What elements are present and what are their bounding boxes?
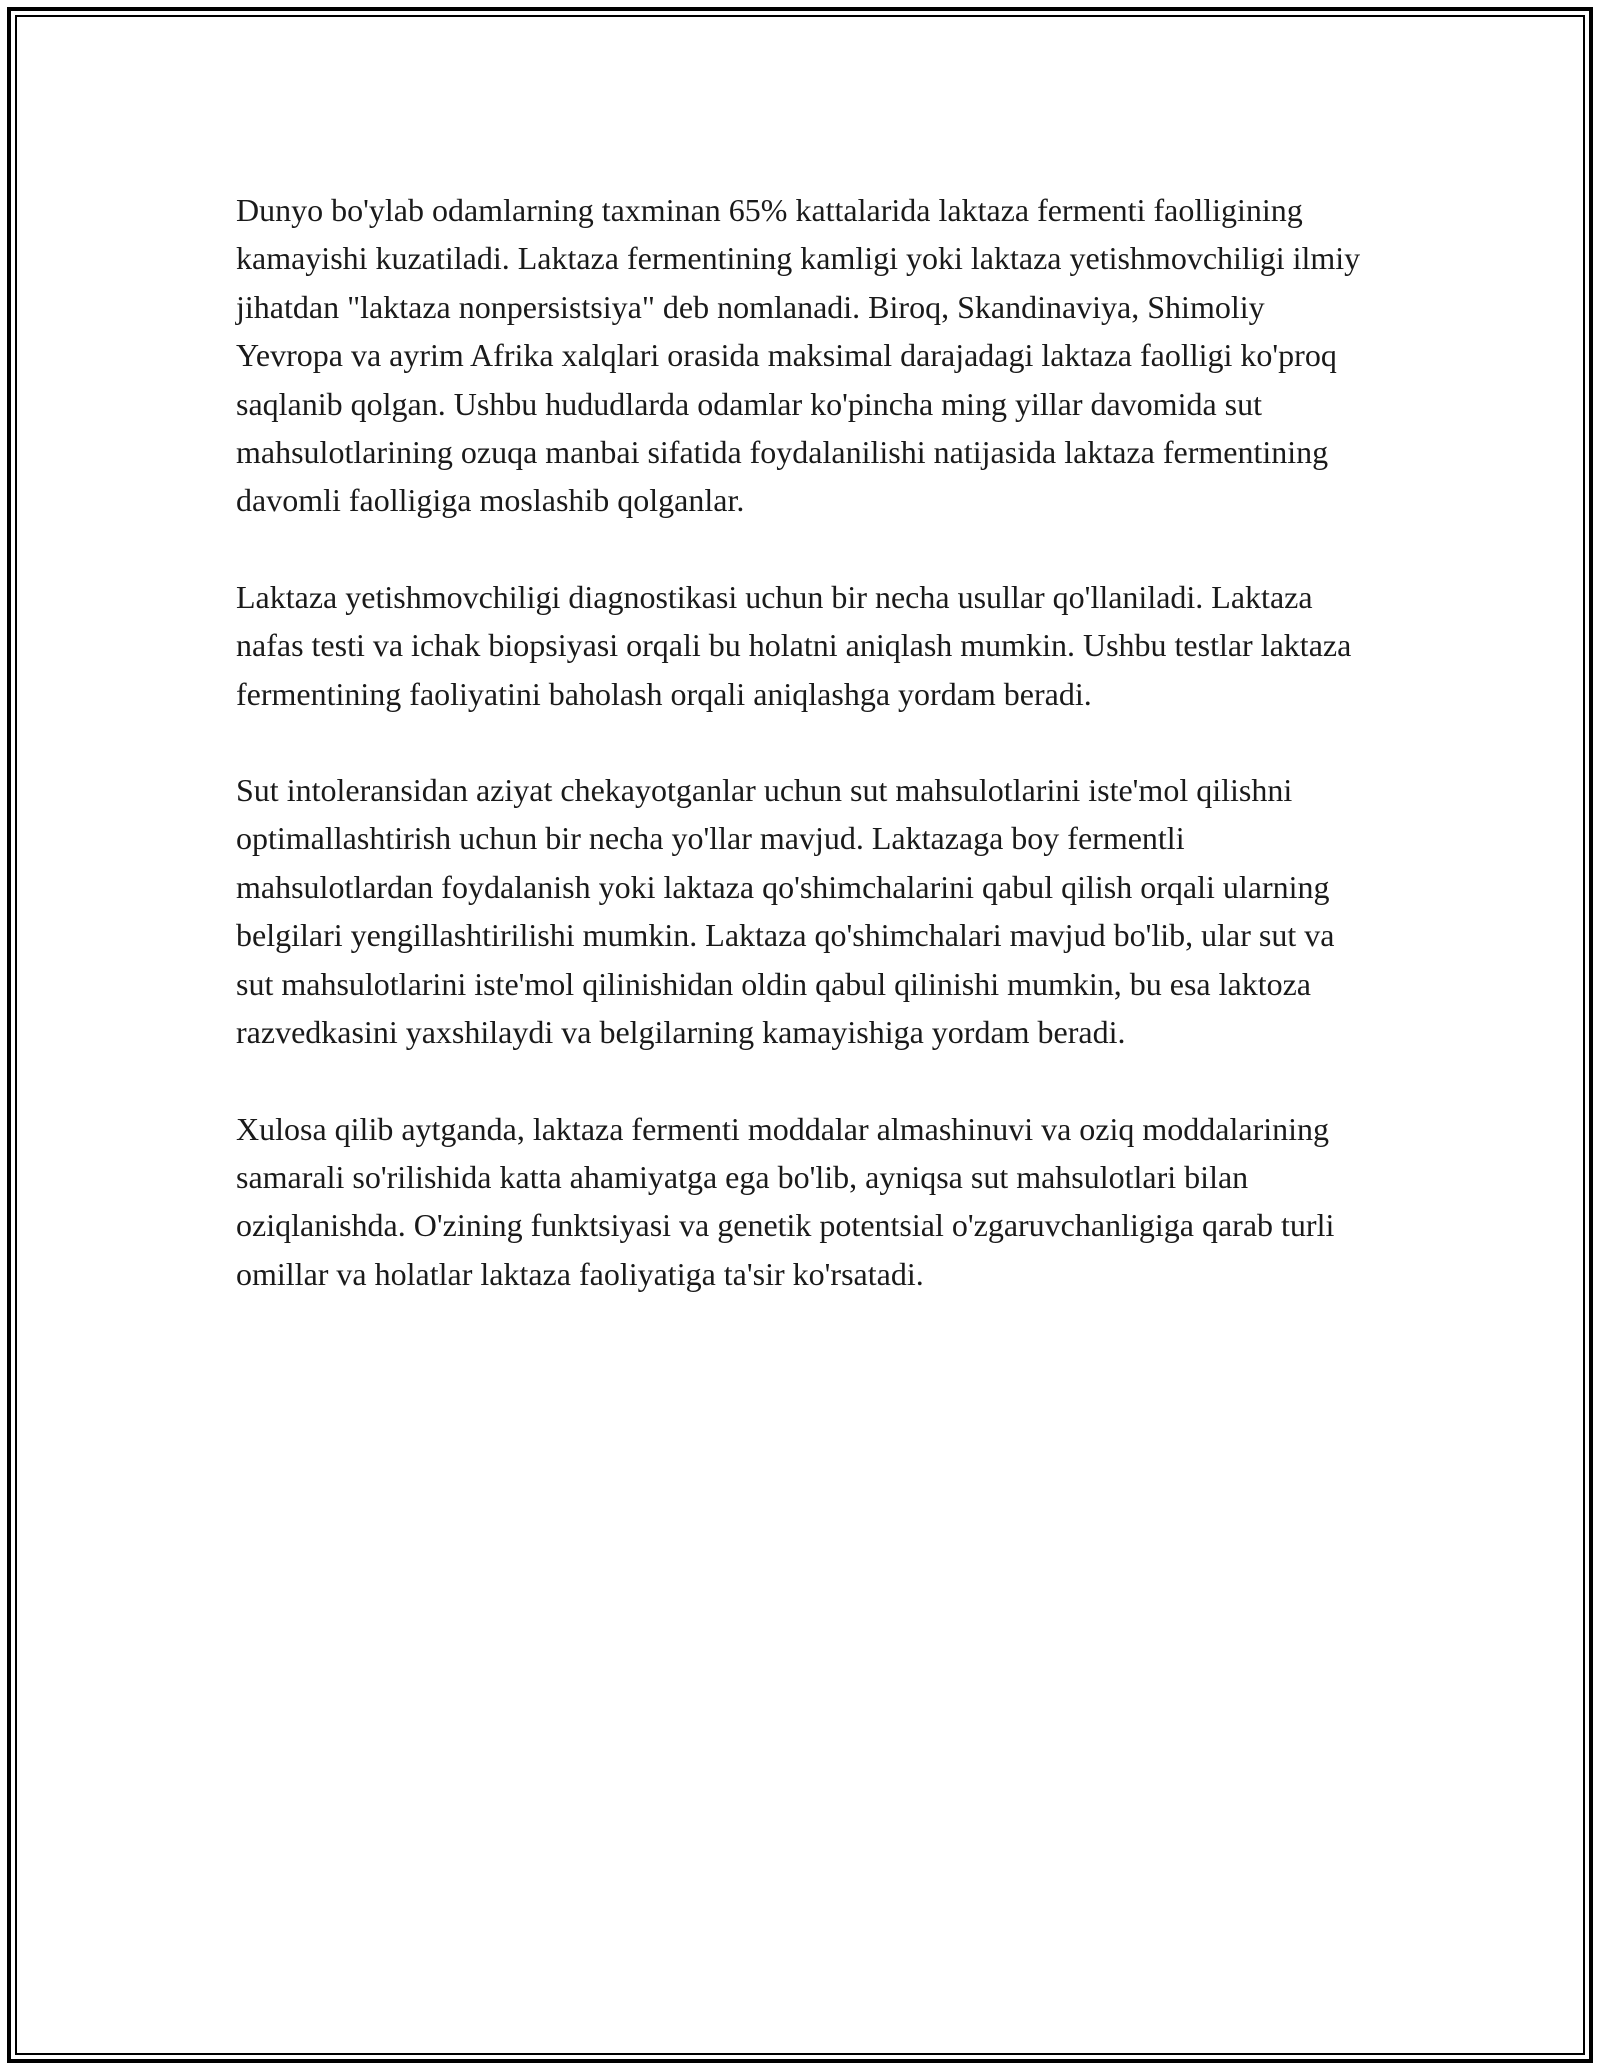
paragraph-management: Sut intoleransidan aziyat chekayotganlar uchun sut mahsulotlarini iste'mol qilishni optimallashtirish uchun bir necha yo'llar mavjud. Laktazaga boy fermentli mahsulotlardan foydalanish yoki laktaza qo'shimchalarini qabul qilish orqali ularning belgilari yengillashtirilishi mumkin. Laktaza qo'shimchalari mavjud bo'lib, ular sut va sut mahsulotlarini iste'mol qilinishidan oldin qabul qilinishi mumkin, bu esa laktoza razvedkasini yaxshilaydi va belgilarning kamayishiga yordam beradi. [236, 772, 1335, 1051]
document-body [236, 186, 1376, 1346]
paragraph-lactase-prevalence: Dunyo bo'ylab odamlarning taxminan 65% kattalarida laktaza fermenti faolligining kamayishi kuzatiladi. Laktaza fermentining kamligi yoki laktaza yetishmovchiligi ilmiy jihatdan "laktaza nonpersistsiya" deb nomlanadi. Biroq, Skandinaviya, Shimoliy Yevropa va ayrim Afrika xalqlari orasida maksimal darajadagi laktaza faolligi ko'proq saqlanib qolgan. Ushbu hududlarda odamlar ko'pincha ming yillar davomida sut mahsulotlarining ozuqa manbai sifatida foydalanilishi natijasida laktaza fermentining davomli faolligiga moslashib qolganlar. [236, 192, 1361, 519]
paragraph-conclusion: Xulosa qilib aytganda, laktaza fermenti moddalar almashinuvi va oziq moddalarining samarali so'rilishida katta ahamiyatga ega bo'lib, ayniqsa sut mahsulotlari bilan oziqlanishda. O'zining funktsiyasi va genetik potentsial o'zgaruvchanligiga qarab turli omillar va holatlar laktaza faoliyatiga ta'sir ko'rsatadi. [236, 1110, 1335, 1292]
paragraph-diagnostics: Laktaza yetishmovchiligi diagnostikasi uchun bir necha usullar qo'llaniladi. Laktaza nafas testi va ichak biopsiyasi orqali bu holatni aniqlash mumkin. Ushbu testlar laktaza fermentining faoliyatini baholash orqali aniqlashga yordam beradi. [236, 578, 1352, 712]
